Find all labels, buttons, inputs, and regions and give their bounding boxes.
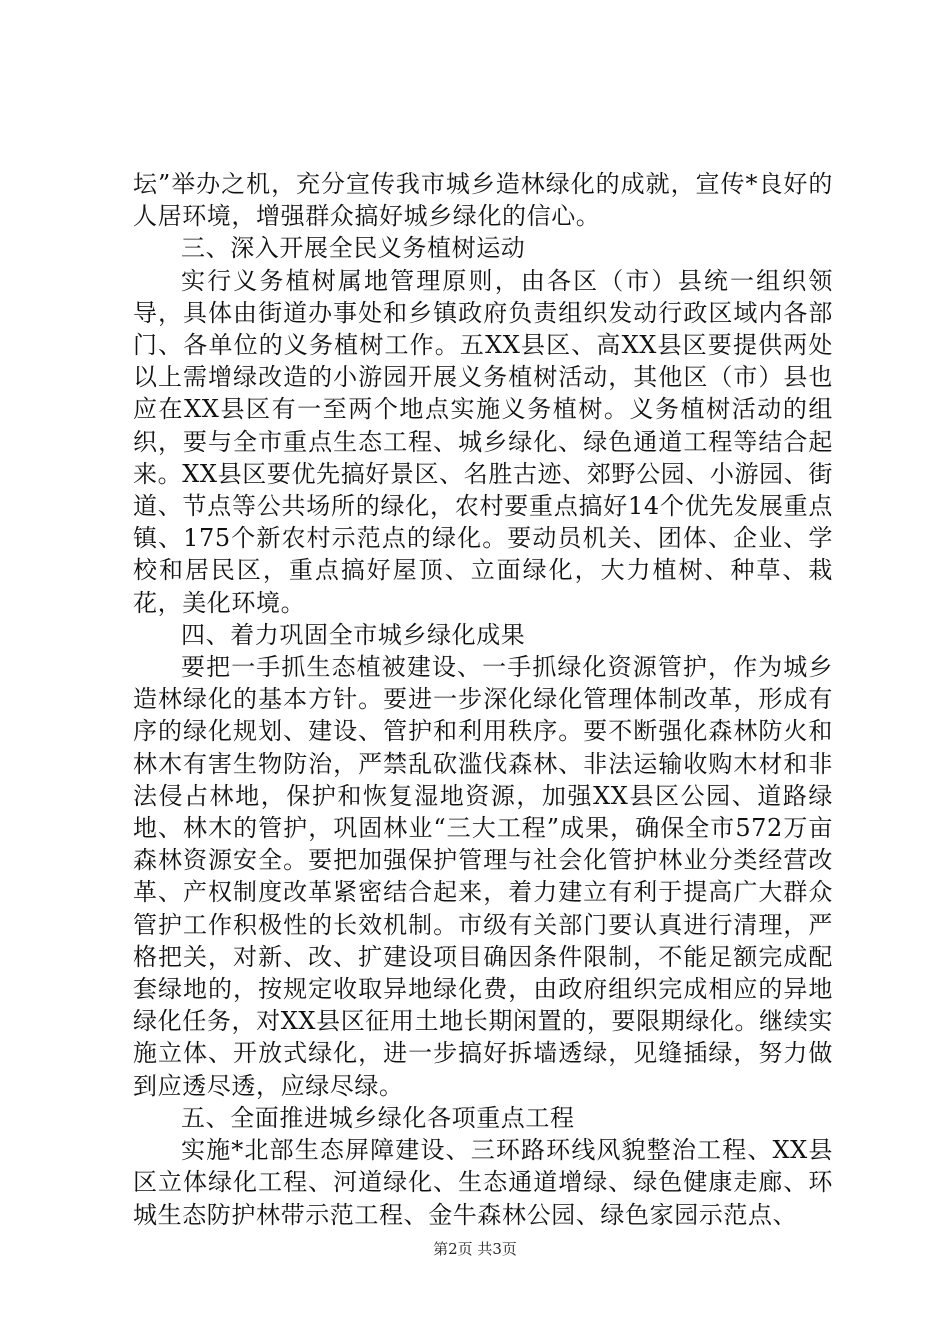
section-heading-5: 五、全面推进城乡绿化各项重点工程 — [181, 1103, 575, 1132]
section-heading-4: 四、着力巩固全市城乡绿化成果 — [181, 620, 526, 649]
paragraph-key-projects: 实施*北部生态屏障建设、三环路环线风貌整治工程、XX县区立体绿化工程、河道绿化、生态通道增绿、绿色健康走廊、环城生态防护林带示范工程、金牛森林公园、绿色家园示范点、 — [133, 1136, 833, 1229]
document-body — [133, 168, 833, 1231]
page-number-footer: 第2页 共3页 — [433, 1240, 517, 1258]
paragraph-tree-planting: 实行义务植树属地管理原则，由各区（市）县统一组织领导，具体由街道办事处和乡镇政府负责组织发动行政区域内各部门、各单位的义务植树工作。五XX县区、高XX县区要提供两处以上需增绿改造的小游园开展义务植树活动，其他区（市）县也应在XX县区有一至两个地点实施义务植树。义务植树活动的组织，要与全市重点生态工程、城乡绿化、绿色通道工程等结合起来。XX县区要优先搞好景区、名胜古迹、郊野公园、小游园、街道、节点等公共场所的绿化，农村要重点搞好14个优先发展重点镇、175个新农村示范点的绿化。要动员机关、团体、企业、学校和居民区，重点搞好屋顶、立面绿化，大力植树、种草、栽花，美化环境。 — [133, 266, 833, 617]
section-heading-3: 三、深入开展全民义务植树运动 — [181, 234, 526, 263]
paragraph-continuation: 坛”举办之机，充分宣传我市城乡造林绿化的成就，宣传*良好的人居环境，增强群众搞好城乡绿化的信心。 — [133, 170, 833, 231]
paragraph-consolidate: 要把一手抓生态植被建设、一手抓绿化资源管护，作为城乡造林绿化的基本方针。要进一步深化绿化管理体制改革，形成有序的绿化规划、建设、管护和利用秩序。要不断强化森林防火和林木有害生物防治，严禁乱砍滥伐森林、非法运输收购木材和非法侵占林地，保护和恢复湿地资源，加强XX县区公园、道路绿地、林木的管护，巩固林业“三大工程”成果，确保全市572万亩森林资源安全。要把加强保护管理与社会化管护林业分类经营改革、产权制度改革紧密结合起来，着力建立有利于提高广大群众管护工作积极性的长效机制。市级有关部门要认真进行清理，严格把关，对新、改、扩建设项目确因条件限制，不能足额完成配套绿地的，按规定收取异地绿化费，由政府组织完成相应的异地绿化任务，对XX县区征用土地长期闲置的，要限期绿化。继续实施立体、开放式绿化，进一步搞好拆墙透绿，见缝插绿，努力做到应透尽透，应绿尽绿。 — [133, 653, 833, 1100]
